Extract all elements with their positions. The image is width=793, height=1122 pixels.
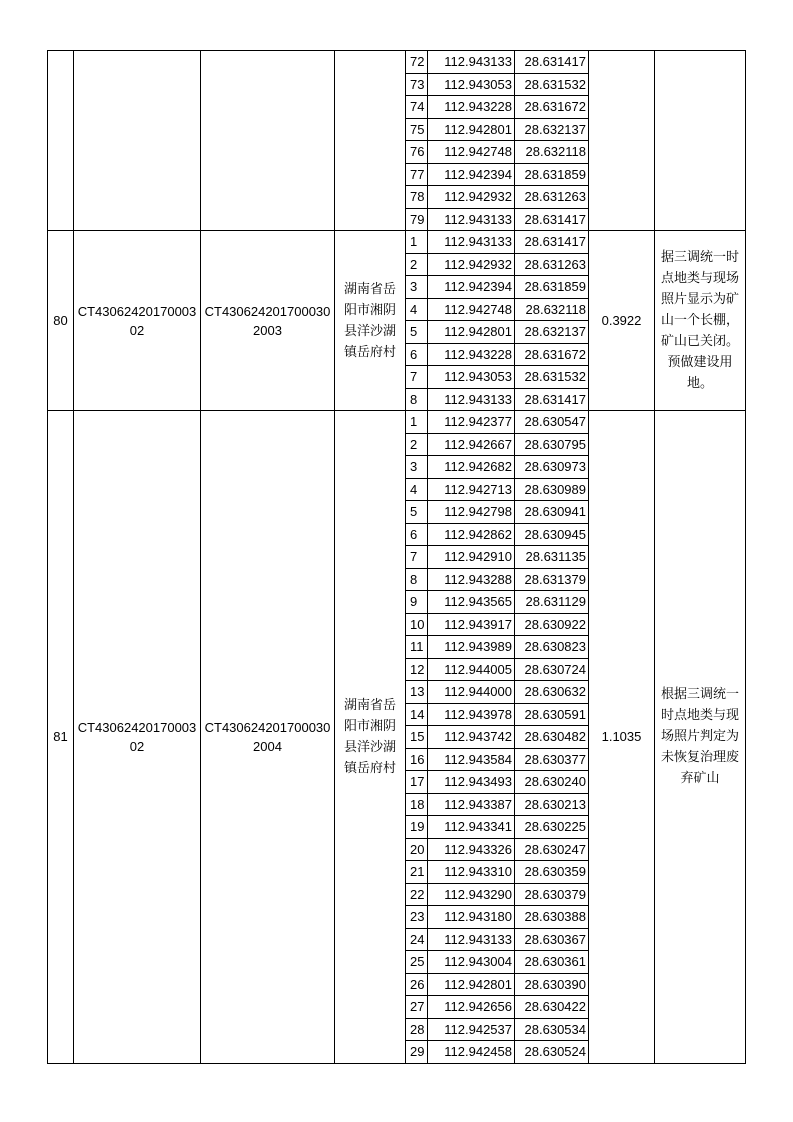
point-y: 28.631859 xyxy=(515,276,589,299)
point-x: 112.943004 xyxy=(428,951,515,974)
point-index: 20 xyxy=(406,838,428,861)
point-x: 112.942537 xyxy=(428,1018,515,1041)
location-cell: 湖南省岳阳市湘阴县洋沙湖镇岳府村 xyxy=(335,411,406,1064)
point-y: 28.632118 xyxy=(515,298,589,321)
point-y: 28.630240 xyxy=(515,771,589,794)
area-cell: 1.1035 xyxy=(589,411,655,1064)
point-x: 112.942748 xyxy=(428,298,515,321)
point-y: 28.631417 xyxy=(515,51,589,74)
point-y: 28.630795 xyxy=(515,433,589,456)
table-body xyxy=(48,51,746,1064)
point-index: 21 xyxy=(406,861,428,884)
point-index: 14 xyxy=(406,703,428,726)
point-x: 112.942798 xyxy=(428,501,515,524)
point-x: 112.943053 xyxy=(428,73,515,96)
point-y: 28.631859 xyxy=(515,163,589,186)
seq-cell: 80 xyxy=(48,231,74,411)
point-x: 112.943493 xyxy=(428,771,515,794)
point-y: 28.630247 xyxy=(515,838,589,861)
point-y: 28.630922 xyxy=(515,613,589,636)
point-index: 28 xyxy=(406,1018,428,1041)
point-index: 16 xyxy=(406,748,428,771)
point-x: 112.942801 xyxy=(428,973,515,996)
point-index: 4 xyxy=(406,298,428,321)
point-y: 28.631379 xyxy=(515,568,589,591)
note-cell: 据三调统一时点地类与现场照片显示为矿山一个长棚，矿山已关闭。预做建设用地。 xyxy=(655,231,746,411)
point-index: 25 xyxy=(406,951,428,974)
point-index: 4 xyxy=(406,478,428,501)
point-y: 28.632137 xyxy=(515,118,589,141)
code1-cell xyxy=(74,51,201,231)
code1-cell: CT43062420170003 02 xyxy=(74,411,201,1064)
point-index: 26 xyxy=(406,973,428,996)
point-y: 28.631263 xyxy=(515,253,589,276)
location-cell: 湖南省岳阳市湘阴县洋沙湖镇岳府村 xyxy=(335,231,406,411)
point-y: 28.630422 xyxy=(515,996,589,1019)
point-index: 11 xyxy=(406,636,428,659)
point-index: 5 xyxy=(406,501,428,524)
point-index: 15 xyxy=(406,726,428,749)
point-index: 19 xyxy=(406,816,428,839)
area-cell xyxy=(589,51,655,231)
coordinate-table xyxy=(47,50,746,1064)
point-index: 79 xyxy=(406,208,428,231)
location-cell xyxy=(335,51,406,231)
point-x: 112.943917 xyxy=(428,613,515,636)
point-y: 28.631672 xyxy=(515,343,589,366)
point-index: 10 xyxy=(406,613,428,636)
code2-cell: CT430624201700030 2004 xyxy=(201,411,335,1064)
point-y: 28.630482 xyxy=(515,726,589,749)
point-x: 112.943133 xyxy=(428,208,515,231)
table-row xyxy=(48,51,746,74)
point-x: 112.943133 xyxy=(428,51,515,74)
point-y: 28.631672 xyxy=(515,96,589,119)
point-x: 112.943228 xyxy=(428,96,515,119)
point-index: 12 xyxy=(406,658,428,681)
point-index: 74 xyxy=(406,96,428,119)
table-row xyxy=(48,231,746,254)
point-x: 112.944005 xyxy=(428,658,515,681)
point-x: 112.943584 xyxy=(428,748,515,771)
point-y: 28.630377 xyxy=(515,748,589,771)
point-index: 13 xyxy=(406,681,428,704)
point-y: 28.630390 xyxy=(515,973,589,996)
point-x: 112.943387 xyxy=(428,793,515,816)
point-index: 8 xyxy=(406,568,428,591)
code1-cell: CT43062420170003 02 xyxy=(74,231,201,411)
point-x: 112.943228 xyxy=(428,343,515,366)
point-index: 17 xyxy=(406,771,428,794)
point-y: 28.631263 xyxy=(515,186,589,209)
point-index: 9 xyxy=(406,591,428,614)
point-x: 112.942713 xyxy=(428,478,515,501)
point-index: 18 xyxy=(406,793,428,816)
point-y: 28.630941 xyxy=(515,501,589,524)
note-cell xyxy=(655,51,746,231)
point-index: 6 xyxy=(406,343,428,366)
point-x: 112.942667 xyxy=(428,433,515,456)
point-y: 28.630945 xyxy=(515,523,589,546)
point-index: 23 xyxy=(406,906,428,929)
point-y: 28.631532 xyxy=(515,73,589,96)
point-index: 6 xyxy=(406,523,428,546)
point-index: 2 xyxy=(406,253,428,276)
area-cell: 0.3922 xyxy=(589,231,655,411)
point-index: 24 xyxy=(406,928,428,951)
point-x: 112.943341 xyxy=(428,816,515,839)
point-y: 28.630973 xyxy=(515,456,589,479)
point-y: 28.631417 xyxy=(515,208,589,231)
point-x: 112.942748 xyxy=(428,141,515,164)
point-x: 112.942394 xyxy=(428,163,515,186)
seq-cell: 81 xyxy=(48,411,74,1064)
point-x: 112.942394 xyxy=(428,276,515,299)
point-index: 76 xyxy=(406,141,428,164)
point-y: 28.630534 xyxy=(515,1018,589,1041)
point-index: 5 xyxy=(406,321,428,344)
point-y: 28.631135 xyxy=(515,546,589,569)
point-y: 28.631417 xyxy=(515,388,589,411)
point-index: 1 xyxy=(406,411,428,434)
point-index: 29 xyxy=(406,1041,428,1064)
point-x: 112.942682 xyxy=(428,456,515,479)
point-x: 112.943133 xyxy=(428,388,515,411)
point-x: 112.942910 xyxy=(428,546,515,569)
point-index: 78 xyxy=(406,186,428,209)
point-y: 28.630989 xyxy=(515,478,589,501)
point-y: 28.630379 xyxy=(515,883,589,906)
point-y: 28.630524 xyxy=(515,1041,589,1064)
point-x: 112.943133 xyxy=(428,928,515,951)
point-x: 112.942801 xyxy=(428,321,515,344)
point-y: 28.632118 xyxy=(515,141,589,164)
point-x: 112.942458 xyxy=(428,1041,515,1064)
point-index: 73 xyxy=(406,73,428,96)
table-row xyxy=(48,411,746,434)
point-x: 112.942932 xyxy=(428,186,515,209)
point-x: 112.943290 xyxy=(428,883,515,906)
point-x: 112.943742 xyxy=(428,726,515,749)
seq-cell xyxy=(48,51,74,231)
point-y: 28.631129 xyxy=(515,591,589,614)
point-y: 28.632137 xyxy=(515,321,589,344)
point-x: 112.942656 xyxy=(428,996,515,1019)
point-y: 28.631532 xyxy=(515,366,589,389)
point-y: 28.630225 xyxy=(515,816,589,839)
point-index: 3 xyxy=(406,456,428,479)
point-y: 28.630547 xyxy=(515,411,589,434)
point-x: 112.943180 xyxy=(428,906,515,929)
point-index: 22 xyxy=(406,883,428,906)
point-y: 28.630367 xyxy=(515,928,589,951)
point-x: 112.944000 xyxy=(428,681,515,704)
point-x: 112.943053 xyxy=(428,366,515,389)
point-x: 112.943565 xyxy=(428,591,515,614)
point-x: 112.943310 xyxy=(428,861,515,884)
point-y: 28.630213 xyxy=(515,793,589,816)
point-index: 77 xyxy=(406,163,428,186)
point-x: 112.942801 xyxy=(428,118,515,141)
point-index: 1 xyxy=(406,231,428,254)
point-x: 112.943326 xyxy=(428,838,515,861)
code2-cell: CT430624201700030 2003 xyxy=(201,231,335,411)
point-index: 3 xyxy=(406,276,428,299)
point-index: 2 xyxy=(406,433,428,456)
point-x: 112.943989 xyxy=(428,636,515,659)
point-y: 28.630632 xyxy=(515,681,589,704)
point-x: 112.942377 xyxy=(428,411,515,434)
point-y: 28.630388 xyxy=(515,906,589,929)
point-y: 28.630724 xyxy=(515,658,589,681)
point-x: 112.943133 xyxy=(428,231,515,254)
point-index: 7 xyxy=(406,546,428,569)
point-x: 112.942862 xyxy=(428,523,515,546)
point-index: 75 xyxy=(406,118,428,141)
point-index: 72 xyxy=(406,51,428,74)
point-y: 28.630361 xyxy=(515,951,589,974)
point-x: 112.943978 xyxy=(428,703,515,726)
point-index: 7 xyxy=(406,366,428,389)
point-x: 112.942932 xyxy=(428,253,515,276)
point-y: 28.631417 xyxy=(515,231,589,254)
point-index: 8 xyxy=(406,388,428,411)
note-cell: 根据三调统一时点地类与现场照片判定为未恢复治理废弃矿山 xyxy=(655,411,746,1064)
code2-cell xyxy=(201,51,335,231)
point-y: 28.630823 xyxy=(515,636,589,659)
point-index: 27 xyxy=(406,996,428,1019)
point-x: 112.943288 xyxy=(428,568,515,591)
point-y: 28.630359 xyxy=(515,861,589,884)
point-y: 28.630591 xyxy=(515,703,589,726)
